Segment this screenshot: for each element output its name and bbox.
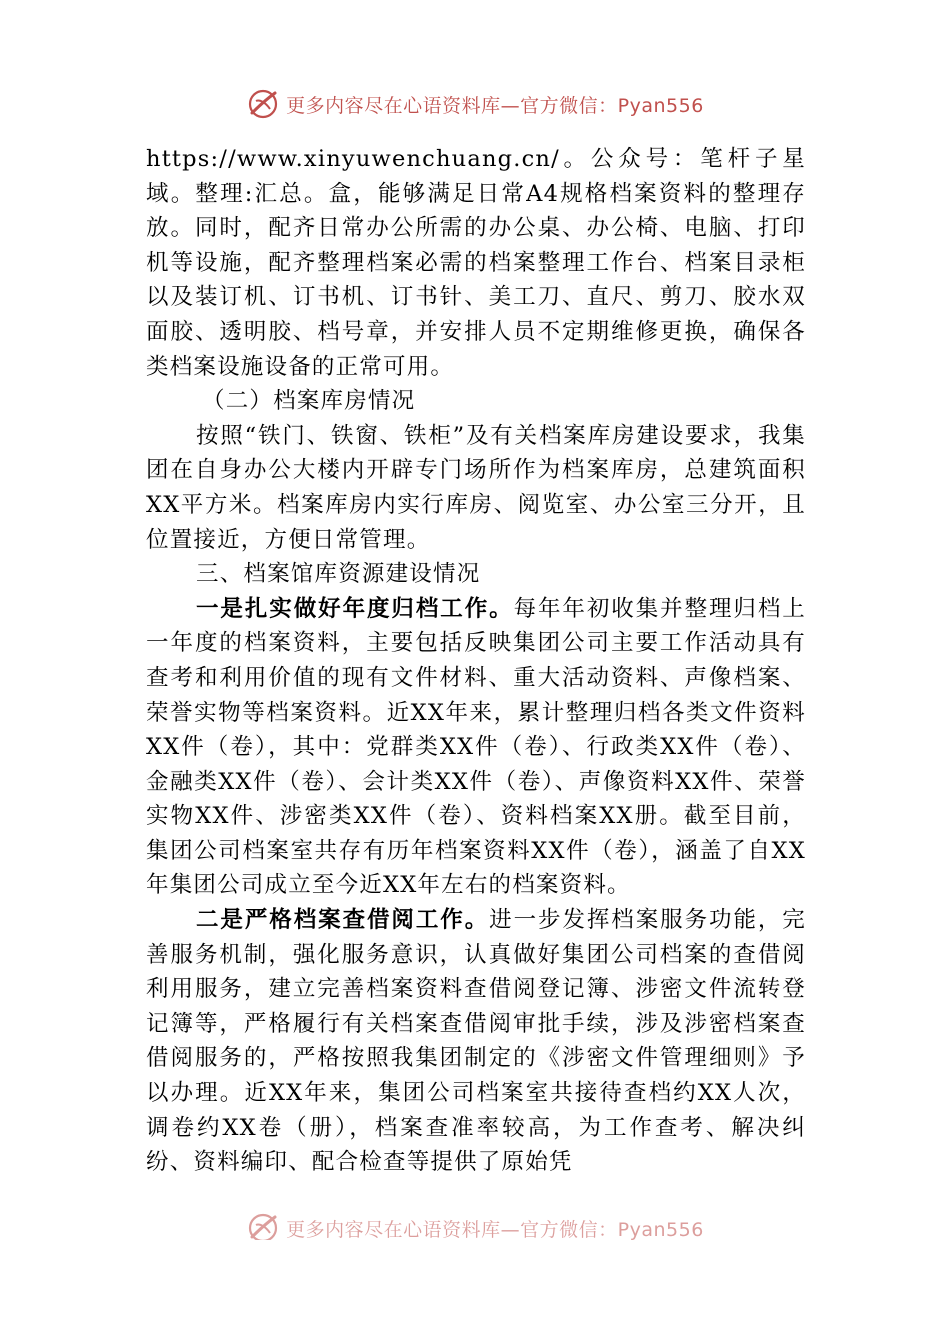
lead-annual-archiving: 一是扎实做好年度归档工作。 — [196, 595, 514, 622]
watermark-header — [0, 86, 950, 122]
text-annual-archiving: 每年年初收集并整理归档上一年度的档案资料，主要包括反映集团公司主要工作活动具有查考和利用价值的现有文件材料、重大活动资料、声像档案、荣誉实物等档案资料。近XX年来，累计整理归档各类文件资料XX件（卷），其中：党群类XX件（卷）、行政类XX件（卷）、金融类XX件（卷）、会计类XX件（卷）、声像资料XX件、荣誉实物XX件、涉密类XX件（卷）、资料档案XX册。截至目前，集团公司档案室共存有历年档案资料XX件（卷），涵盖了自XX年集团公司成立至今近XX年左右的档案资料。 — [146, 595, 807, 899]
paragraph-borrowing — [146, 903, 806, 1180]
section-heading-resources: 三、档案馆库资源建设情况 — [196, 561, 481, 588]
watermark-footer — [0, 1204, 950, 1240]
section-heading-storage: （二）档案库房情况 — [202, 388, 416, 415]
paragraph-storage: 按照“铁门、铁窗、铁柜”及有关档案库房建设要求，我集团在自身办公大楼内开辟专门场所作为档案库房，总建筑面积XX平方米。档案库房内实行库房、阅览室、办公室三分开，且位置接近，方便日常管理。 — [146, 422, 806, 553]
brush-logo-icon — [246, 87, 280, 121]
paragraph-facilities: https://www.xinyuwenchuang.cn/。公众号：笔杆子星域。整理:汇总。盒，能够满足日常A4规格档案资料的整理存放。同时，配齐日常办公所需的办公桌、办公椅、电脑、打印机等设施，配齐整理档案必需的档案整理工作台、档案目录柜以及装订机、订书机、订书针、美工刀、直尺、剪刀、胶水双面胶、透明胶、档号章，并安排人员不定期维修更换，确保各类档案设施设备的正常可用。 — [146, 146, 806, 380]
brush-logo-icon-footer — [246, 1211, 280, 1240]
lead-borrowing: 二是严格档案查借阅工作。 — [196, 907, 490, 934]
watermark-text: 更多内容尽在心语资料库—官方微信：Pyan556 — [286, 94, 704, 117]
watermark-text-footer: 更多内容尽在心语资料库—官方微信：Pyan556 — [286, 1218, 704, 1240]
text-borrowing: 进一步发挥档案服务功能，完善服务机制，强化服务意识，认真做好集团公司档案的查借阅利用服务，建立完善档案资料查借阅登记簿、涉密文件流转登记簿等，严格履行有关档案查借阅审批手续，涉及涉密档案查借阅服务的，严格按照我集团制定的《涉密文件管理细则》予以办理。近XX年来，集团公司档案室共接待查档约XX人次，调卷约XX卷（册），档案查准率较高，为工作查考、解决纠纷、资料编印、配合检查等提供了原始凭 — [146, 907, 806, 1176]
paragraph-annual-archiving — [146, 592, 806, 903]
document-body — [146, 142, 806, 1180]
